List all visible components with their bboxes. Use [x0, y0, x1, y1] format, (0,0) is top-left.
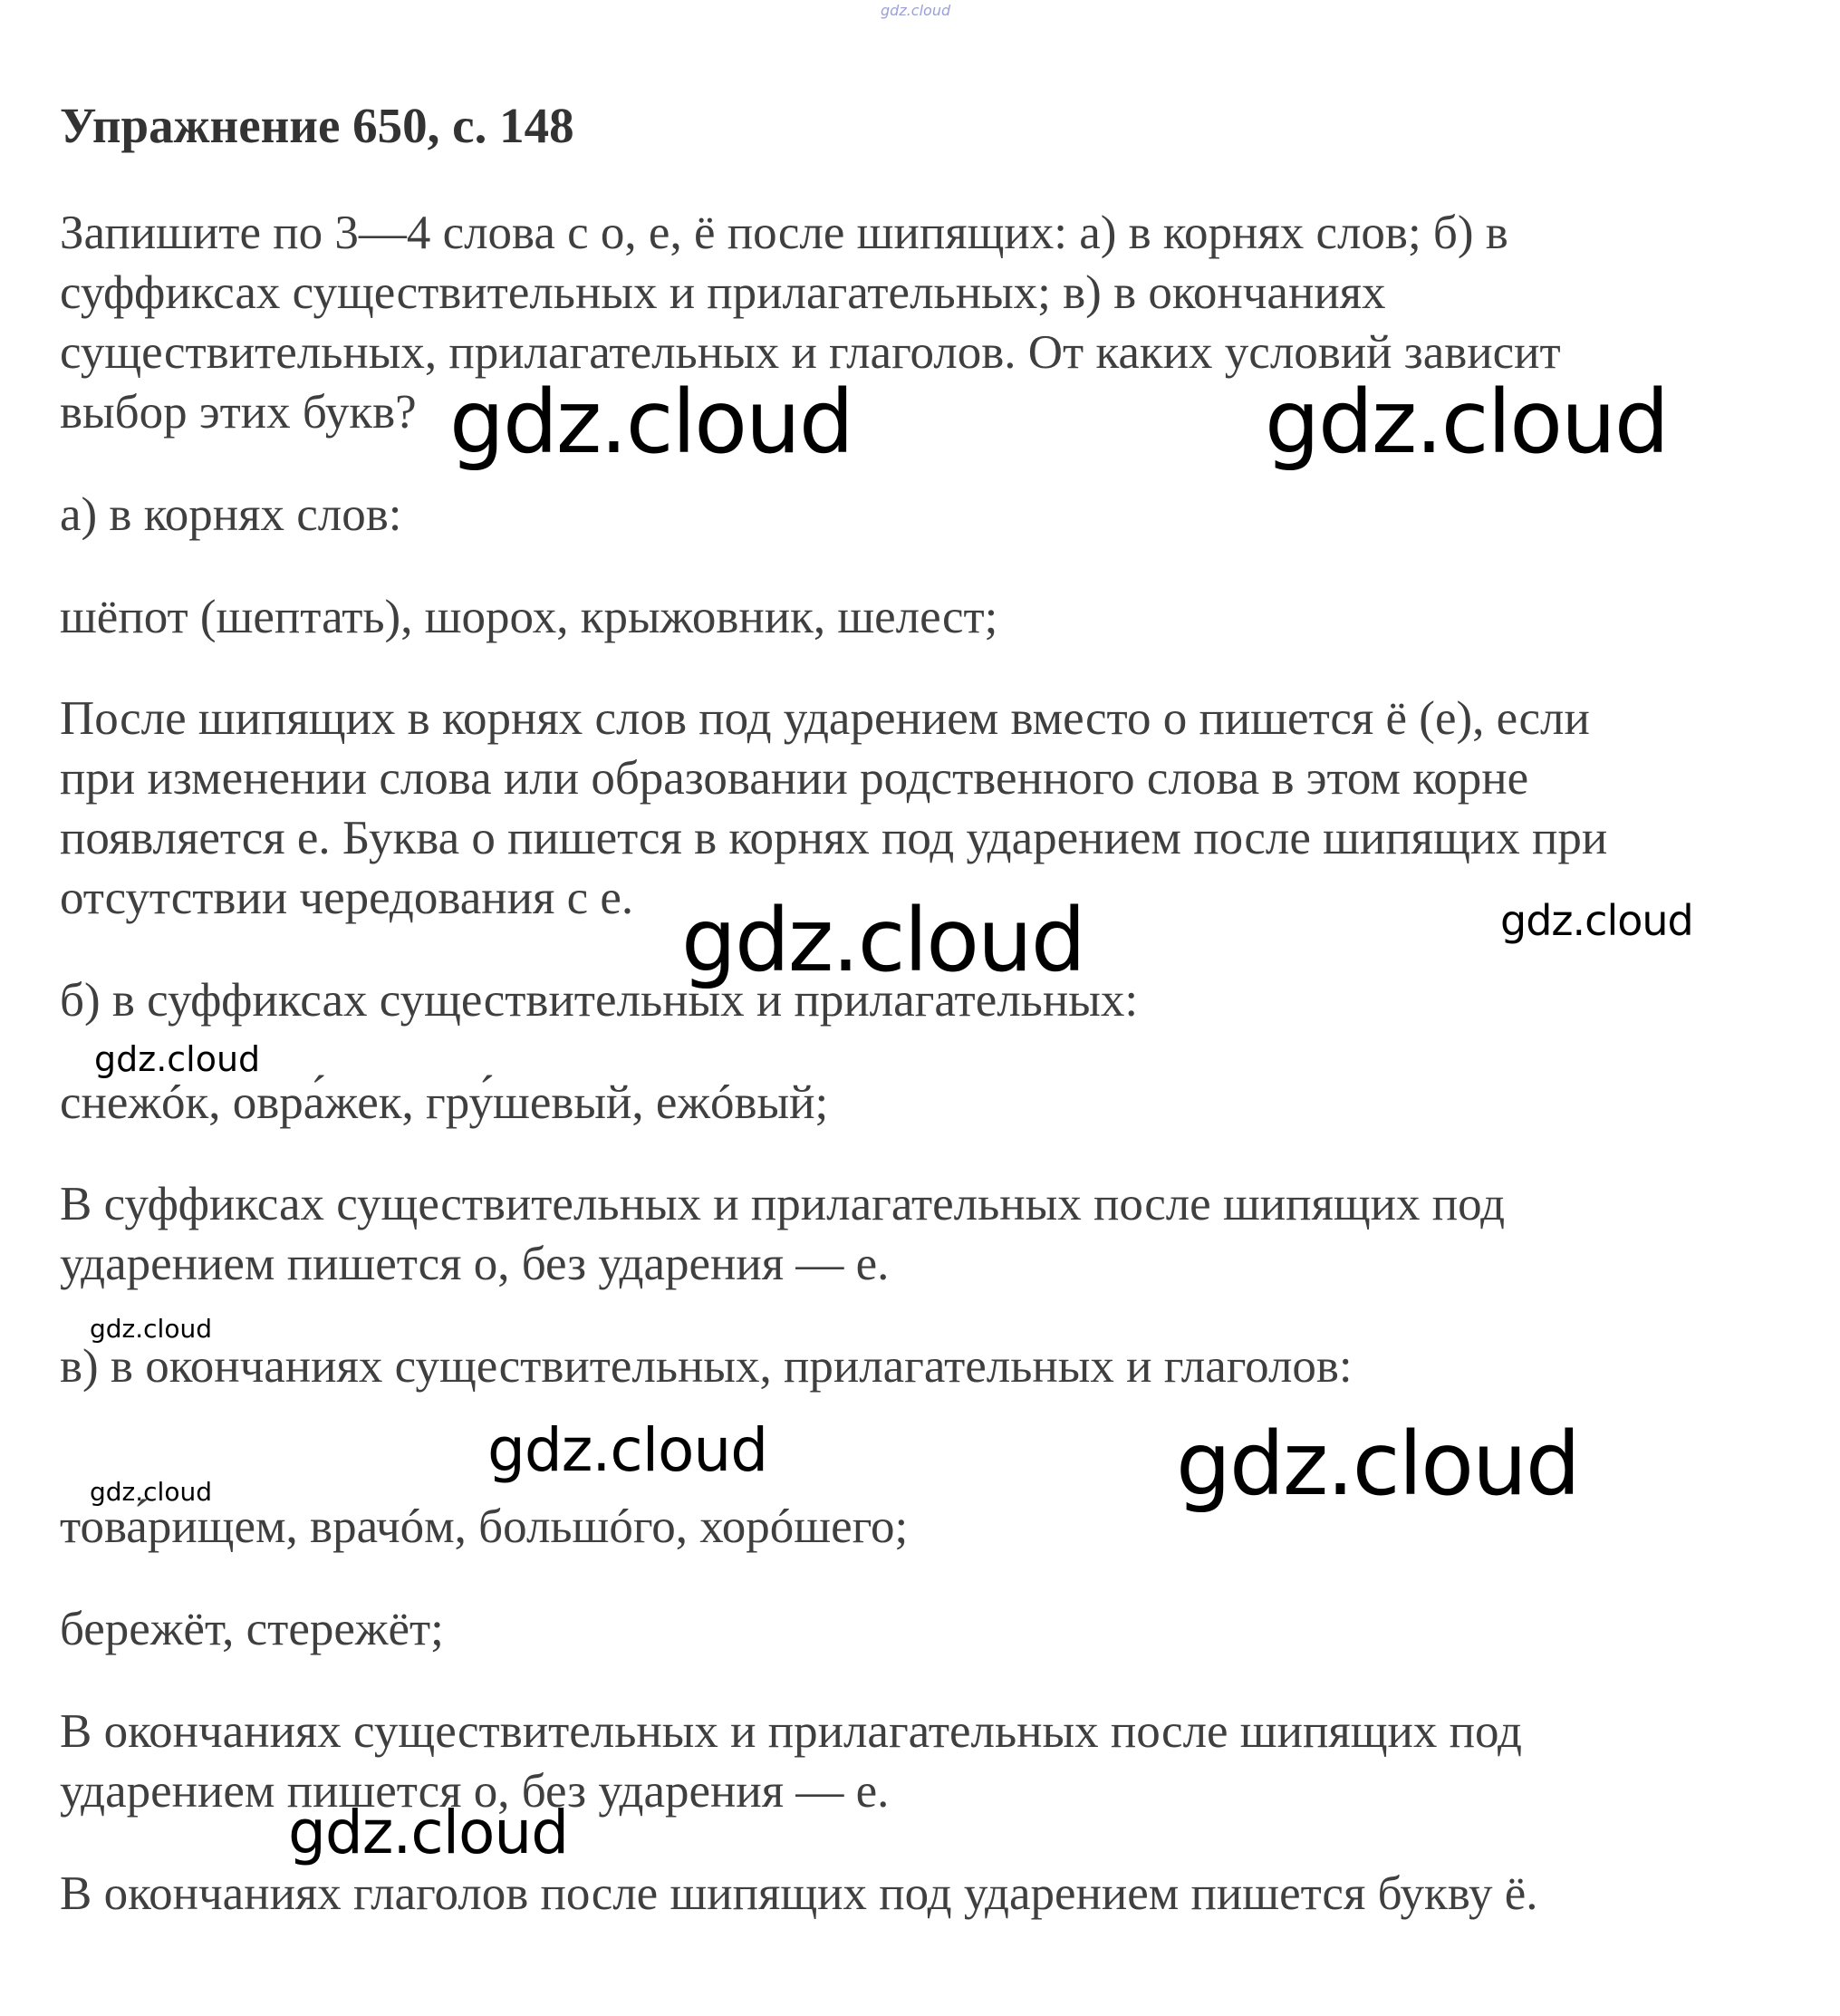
section-b-examples: снежóк, овра́жек, гру́шевый, ежóвый;	[60, 1076, 829, 1129]
top-watermark: gdz.cloud	[881, 2, 951, 19]
section-c-examples-2: бережёт, стережёт;	[60, 1603, 444, 1655]
task-line-1: Запишите по 3—4 слова с о, е, ё после шипящих: а) в корнях слов; б) в	[60, 207, 1508, 259]
section-a-rule-line-3: появляется е. Буква о пишется в корнях под ударением после шипящих при	[60, 812, 1608, 864]
watermark-10: gdz.cloud	[288, 1798, 569, 1867]
watermark-1: gdz.cloud	[449, 371, 853, 473]
section-c-heading: в) в окончаниях существительных, прилагательных и глаголов:	[60, 1340, 1353, 1393]
section-a-rule-line-2: при изменении слова или образовании родственного слова в этом корне	[60, 752, 1529, 805]
section-c-examples-1: това́рищем, врачóм, большóго, хорóшего;	[60, 1500, 909, 1553]
watermark-6: gdz.cloud	[90, 1314, 212, 1344]
section-b-rule-line-1: В суффиксах существительных и прилагательных после шипящих под	[60, 1178, 1506, 1230]
task-line-2: суффиксах существительных и прилагательных; в) в окончаниях	[60, 266, 1386, 319]
section-a-examples: шёпот (шептать), шорох, крыжовник, шелест;	[60, 591, 998, 643]
watermark-9: gdz.cloud	[90, 1477, 212, 1507]
section-a-rule-line-4: отсутствии чередования с е.	[60, 872, 634, 924]
task-line-3: существительных, прилагательных и глаголов. От каких условий зависит	[60, 326, 1561, 379]
watermark-5: gdz.cloud	[94, 1039, 261, 1079]
watermark-3: gdz.cloud	[681, 890, 1084, 991]
task-line-4: выбор этих букв?	[60, 386, 417, 439]
section-c-rule-line-1: В окончаниях существительных и прилагательных после шипящих под	[60, 1705, 1522, 1758]
watermark-7: gdz.cloud	[487, 1415, 768, 1485]
section-a-rule-line-1: После шипящих в корнях слов под ударением вместо о пишется ё (е), если	[60, 692, 1590, 745]
exercise-title: Упражнение 650, с. 148	[60, 98, 574, 153]
section-b-heading: б) в суффиксах существительных и прилагательных:	[60, 974, 1139, 1027]
section-b-rule-line-2: ударением пишется о, без ударения — е.	[60, 1238, 890, 1290]
section-c-rule-line-2: ударением пишется о, без ударения — е.	[60, 1765, 890, 1818]
section-c-rule-2: В окончаниях глаголов после шипящих под ударением пишется букву ё.	[60, 1867, 1538, 1920]
watermark-4: gdz.cloud	[1500, 896, 1693, 945]
section-a-heading: а) в корнях слов:	[60, 488, 402, 541]
watermark-2: gdz.cloud	[1265, 371, 1668, 473]
watermark-8: gdz.cloud	[1176, 1413, 1579, 1515]
